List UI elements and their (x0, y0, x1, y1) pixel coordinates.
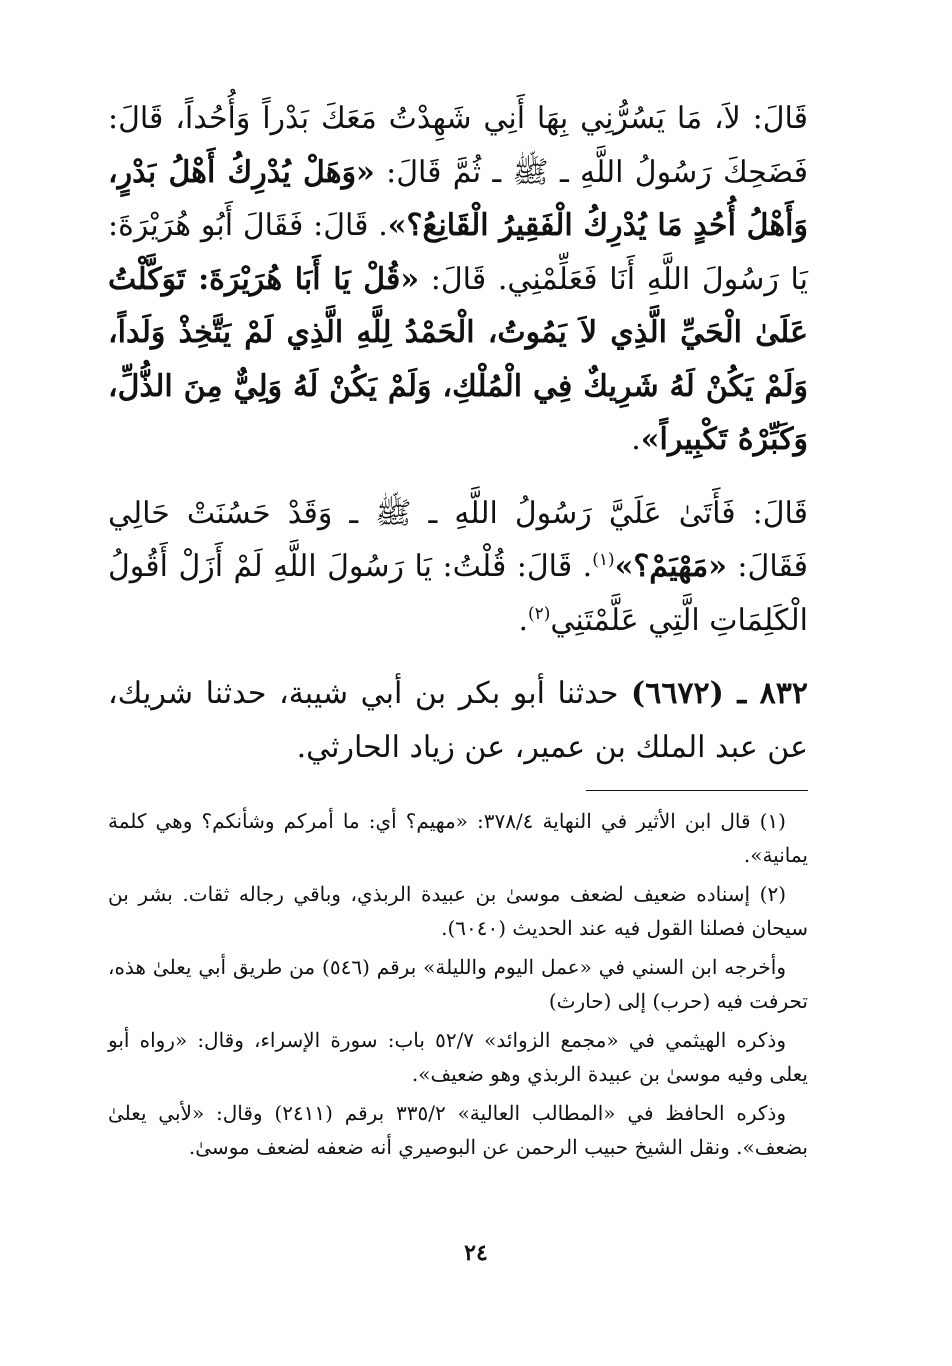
footnote-2-continued: وأخرجه ابن السني في «عمل اليوم والليلة» برقم (٥٤٦) من طريق أبي يعلىٰ هذه، تحرفت فيه (حرب) إلى (حارث) (108, 955, 808, 1013)
hadith-paragraph-1 (108, 92, 808, 467)
punctuation: . (518, 602, 528, 638)
footnote-1: (١) قال ابن الأثير في النهاية ٣٧٨/٤: «مهيم؟ أي: ما أمركم وشأنكم؟ وهي كلمة يمانية». (108, 809, 808, 867)
prophet-quote: «مَهْيَمْ؟» (614, 549, 727, 584)
footnote-ref-1[interactable]: (١) (592, 550, 615, 570)
hadith-paragraph-3 (108, 667, 808, 774)
page-number: ٢٤ (464, 1240, 488, 1266)
footnote-divider (586, 790, 808, 791)
hadith-paragraph-2 (108, 487, 808, 648)
narration-text: . قَالَ: فَقَالَ أَبُو هُرَيْرَةَ: يَا رَسُولَ اللَّهِ أَنَا فَعَلِّمْنِي. قَالَ: (108, 208, 808, 297)
punctuation: . (631, 422, 641, 457)
footnotes-section (108, 804, 808, 1169)
hadith-number: ٨٣٢ ـ (٦٦٧٢) (631, 676, 808, 711)
narration-text: قَالَ: فَأَتَىٰ عَلَيَّ رَسُولُ اللَّهِ ـ ﷺ ـ وَقَدْ حَسُنَتْ حَالِي فَقَالَ: (108, 495, 808, 584)
footnote-ref-2[interactable]: (٢) (527, 603, 551, 624)
footnote-2: (٢) إسناده ضعيف لضعف موسىٰ بن عبيدة الربذي، وباقي رجاله ثقات. بشر بن سيحان فصلنا القول فيه عند الحديث (٦٠٤٠). (108, 882, 808, 940)
narration-text: . قَالَ: قُلْتُ: يَا رَسُولَ اللَّهِ لَمْ أَزَلْ أَقُولُ الْكَلِمَاتِ الَّتِي عَلَّمْتَنِي (108, 549, 808, 638)
prophet-quote: «وَهَلْ يُدْرِكُ أَهْلُ بَدْرٍ، وَأَهْلُ أُحُدٍ مَا يُدْرِكُ الْفَقِيرُ الْقَانِعُ؟» (108, 154, 808, 243)
footnote-2-continued: وذكره الحافظ في «المطالب العالية» ٣٣٥/٢ برقم (٢٤١١) وقال: «لأبي يعلىٰ بضعف». ونقل الشيخ حبيب الرحمن عن البوصيري أنه ضعفه لضعف موسىٰ. (108, 1101, 808, 1159)
main-text (108, 92, 808, 774)
prophet-quote: «قُلْ يَا أَبَا هُرَيْرَةَ: تَوَكَّلْتُ عَلَىٰ الْحَيِّ الَّذِي لاَ يَمُوتُ، الْحَمْدُ لِلَّهِ الَّذِي لَمْ يَتَّخِذْ وَلَداً، وَلَمْ يَكُنْ لَهُ شَرِيكٌ فِي الْمُلْكِ، وَلَمْ يَكُنْ لَهُ وَلِيٌّ مِنَ الذُّلِّ، وَكَبِّرْهُ تَكْبِيراً» (108, 261, 808, 457)
isnad-text: حدثنا أبو بكر بن أبي شيبة، حدثنا شريك، عن عبد الملك بن عمير، عن زياد الحارثي. (108, 676, 808, 765)
footnote-2-continued: وذكره الهيثمي في «مجمع الزوائد» ٥٢/٧ باب: سورة الإسراء، وقال: «رواه أبو يعلى وفيه موسىٰ بن عبيدة الربذي وهو ضعيف». (108, 1028, 808, 1086)
narration-text: قَالَ: لاَ، مَا يَسُرُّنِي بِهَا أَنِي شَهِدْتُ مَعَكَ بَدْراً وَأُحُداً، قَالَ: فَضَحِكَ رَسُولُ اللَّهِ ـ ﷺ ـ ثُمَّ قَالَ: (108, 101, 809, 190)
